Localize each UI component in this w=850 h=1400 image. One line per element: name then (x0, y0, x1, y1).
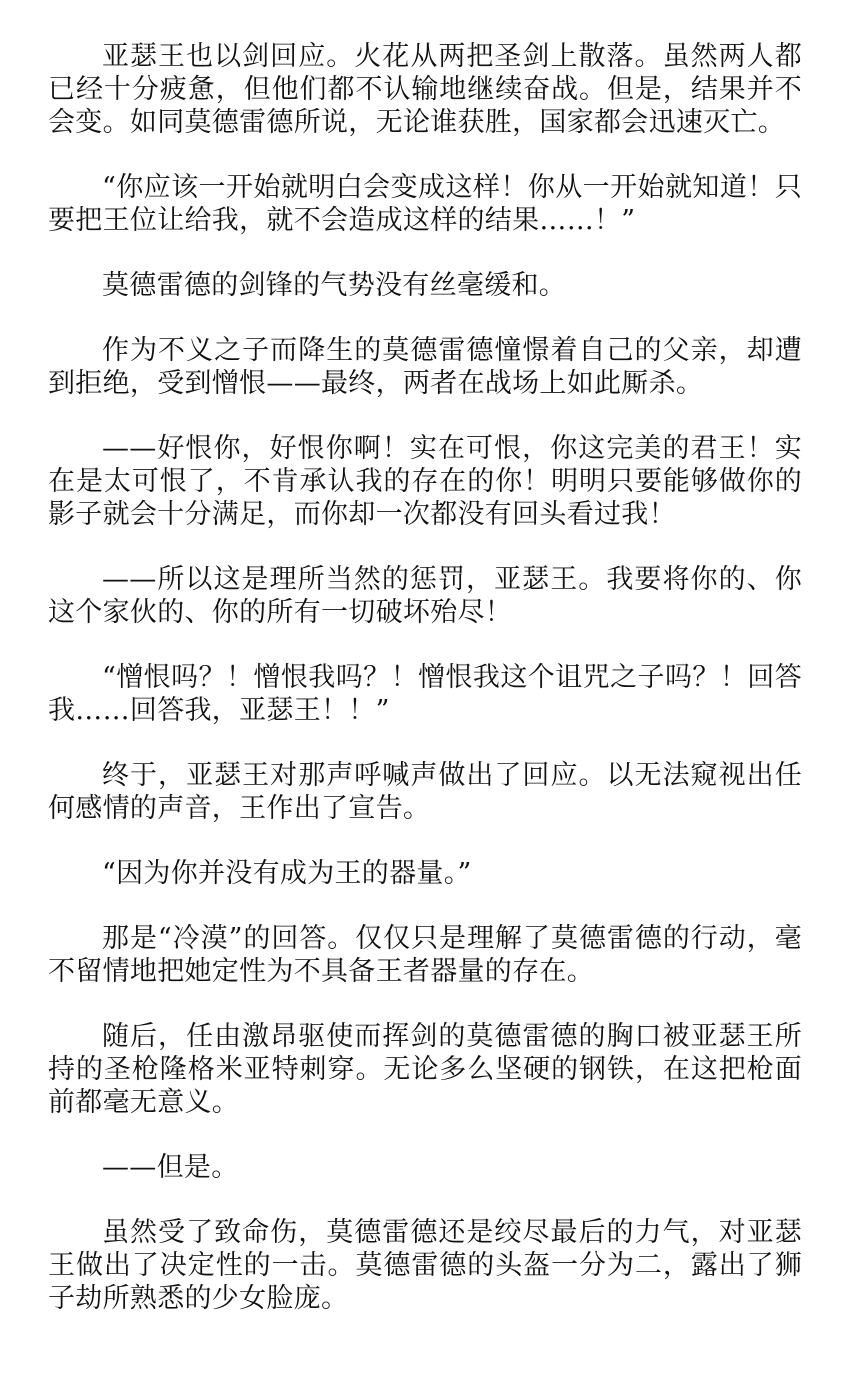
paragraph: ——但是。 (102, 1152, 239, 1183)
paragraph: 莫德雷德的剑锋的气势没有丝毫缓和。 (102, 270, 567, 301)
paragraph: “憎恨吗？！憎恨我吗？！憎恨我这个诅咒之子吗？！回答我……回答我，亚瑟王！！” (48, 662, 802, 726)
paragraph: 亚瑟王也以剑回应。火花从两把圣剑上散落。虽然两人都已经十分疲惫，但他们都不认输地继续奋战。但是，结果并不会变。如同莫德雷德所说，无论谁获胜，国家都会迅速灭亡。 (48, 41, 802, 138)
paragraph: “你应该一开始就明白会变成这样！你从一开始就知道！只要把王位让给我，就不会造成这样的结果……！” (48, 172, 802, 236)
paragraph: 虽然受了致命伤，莫德雷德还是绞尽最后的力气，对亚瑟王做出了决定性的一击。莫德雷德的头盔一分为二，露出了狮子劫所熟悉的少女脸庞。 (48, 1217, 802, 1314)
paragraph: ——所以这是理所当然的惩罚，亚瑟王。我要将你的、你这个家伙的、你的所有一切破坏殆尽！ (48, 564, 802, 628)
paragraph: 随后，任由激昂驱使而挥剑的莫德雷德的胸口被亚瑟王所持的圣枪隆格米亚特刺穿。无论多么坚硬的钢铁，在这把枪面前都毫无意义。 (48, 1021, 802, 1118)
paragraph: ——好恨你，好恨你啊！实在可恨，你这完美的君王！实在是太可恨了，不肯承认我的存在的你！明明只要能够做你的影子就会十分满足，而你却一次都没有回头看过我！ (48, 433, 802, 530)
paragraph: “因为你并没有成为王的器量。” (102, 858, 472, 889)
paragraph: 那是“冷漠”的回答。仅仅只是理解了莫德雷德的行动，毫不留情地把她定性为不具备王者器量的存在。 (48, 923, 802, 987)
paragraph: 作为不义之子而降生的莫德雷德憧憬着自己的父亲，却遭到拒绝，受到憎恨——最终，两者在战场上如此厮杀。 (48, 335, 802, 399)
paragraph: 终于，亚瑟王对那声呼喊声做出了回应。以无法窥视出任何感情的声音，王作出了宣告。 (48, 760, 802, 824)
